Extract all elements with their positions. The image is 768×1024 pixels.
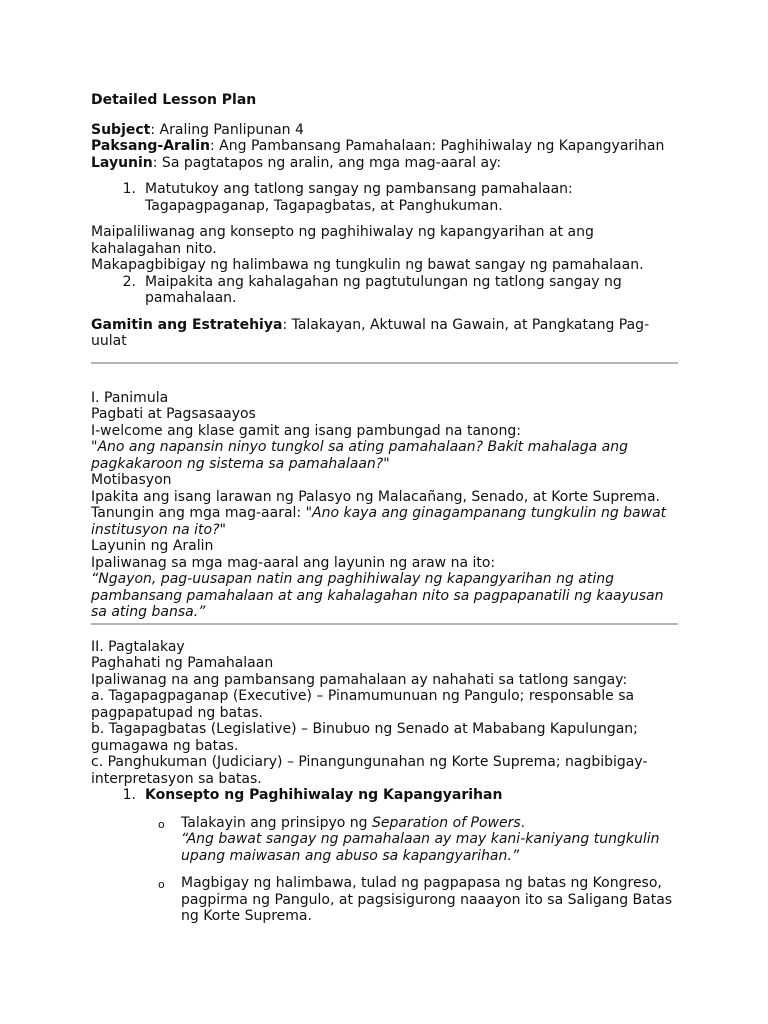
topic-value: : Ang Pambansang Pamahalaan: Paghihiwalay ng Kapangyarihan <box>209 138 665 154</box>
objective-item-1 <box>91 181 681 214</box>
section1-ask: Tanungin ang mga mag-aaral: "Ano kaya ang ginagampanang tungkulin ng bawat institusyon na ito?" <box>91 505 667 538</box>
objective-text: Maipakita ang kahalagahan ng pagtutulungan ng tatlong sangay ng pamahalaan. <box>145 273 622 306</box>
document-body <box>91 92 681 925</box>
objective-text-line2: Tagapagpaganap, Tagapagbatas, at Panghukuman. <box>145 197 503 214</box>
strategy-label: Gamitin ang Estratehiya <box>91 316 283 333</box>
section1-sub-motivation: Motibasyon <box>91 472 172 488</box>
subject-line <box>91 122 681 139</box>
ask-text: Ano kaya ang ginagampanang tungkulin ng bawat institusyon na ito? <box>91 505 667 538</box>
topic-line <box>91 138 681 155</box>
section1-heading: I. Panimula <box>91 389 169 406</box>
subject-label: Subject <box>91 121 151 138</box>
bullet-quote: “Ang bawat sangay ng pamahalaan ay may kani-kaniyang tungkulin upang maiwasan ang abuso sa kapangyarihan.” <box>181 831 660 864</box>
concept-item-1 <box>91 787 681 804</box>
section2-heading: II. Pagtalakay <box>91 638 185 655</box>
strategy-line <box>91 317 681 350</box>
branch-legislative: b. Tagapagbatas (Legislative) – Binubuo ng Senado at Mababang Kapulungan; gumagawa ng batas. <box>91 721 638 754</box>
objective-number: 1. <box>122 181 136 197</box>
bullet-item <box>158 875 681 925</box>
objective-number: 2. <box>122 273 136 290</box>
question-text: Ano ang napansin ninyo tungkol sa ating pamahalaan? Bakit mahalaga ang pagkakaroon ng sistema sa pamahalaan? <box>91 439 629 472</box>
branch-executive: a. Tagapagpaganap (Executive) – Pinamumunuan ng Pangulo; responsable sa pagpapatupad ng batas. <box>91 688 635 721</box>
section2-line: Ipaliwanag na ang pambansang pamahalaan ay nahahati sa tatlong sangay: <box>91 671 628 688</box>
objective-text-line1: Matutukoy ang tatlong sangay ng pambansang pamahalaan: <box>145 181 573 197</box>
objective-paragraph-2: Makapagbibigay ng halimbawa ng tungkulin ng bawat sangay ng pamahalaan. <box>91 257 644 273</box>
section2-sub-division: Paghahati ng Pamahalaan <box>91 655 274 671</box>
section1-line: Ipaliwanag sa mga mag-aaral ang layunin ng araw na ito: <box>91 554 496 571</box>
section1-line: Ipakita ang isang larawan ng Palasyo ng Malacañang, Senado, at Korte Suprema. <box>91 488 660 505</box>
document-title: Detailed Lesson Plan <box>91 92 257 108</box>
section1-sub-greeting: Pagbati at Pagsasaayos <box>91 406 256 422</box>
circle-bullet-icon: o <box>158 878 165 891</box>
section1-line: I-welcome ang klase gamit ang isang pambungad na tanong: <box>91 422 521 439</box>
strategy-value: : Talakayan, Aktuwal na Gawain, at Pangkatang Pag-uulat <box>91 316 650 349</box>
section1-question: "Ano ang napansin ninyo tungkol sa ating pamahalaan? Bakit mahalaga ang pagkakaroon ng sistema sa pamahalaan?" <box>91 439 629 472</box>
bullet-text: Talakayin ang prinsipyo ng Separation of Powers. <box>181 814 526 831</box>
objectives-value: : Sa pagtatapos ng aralin, ang mga mag-aaral ay: <box>152 154 502 171</box>
objective-paragraph-1: Maipaliliwanag ang konsepto ng paghihiwalay ng kapangyarihan at ang kahalagahan nito. <box>91 224 594 257</box>
bullet-item <box>158 815 681 865</box>
branch-judiciary: c. Panghukuman (Judiciary) – Pinangungunahan ng Korte Suprema; nagbibigay-interpretasyon sa batas. <box>91 754 648 787</box>
bullet-text: Magbigay ng halimbawa, tulad ng pagpapasa ng batas ng Kongreso, pagpirma ng Pangulo, at pagsisigurong naaayon ito sa Saligang Batas ng Korte Suprema. <box>181 875 673 924</box>
circle-bullet-icon: o <box>158 817 165 831</box>
concept-number: 1. <box>122 787 136 803</box>
topic-label: Paksang-Aralin <box>91 138 210 154</box>
section1-quote: “Ngayon, pag-uusapan natin ang paghihiwalay ng kapangyarihan ng ating pambansang pamahalaan at ang kahalagahan nito sa pagpapanatili ng kaayusan sa ating bansa.” <box>91 571 664 620</box>
subject-value: : Araling Panlipunan 4 <box>150 121 304 138</box>
concept-title: Konsepto ng Paghihiwalay ng Kapangyarihan <box>145 787 503 803</box>
objectives-line <box>91 155 681 172</box>
objectives-label: Layunin <box>91 154 153 171</box>
objective-item-2 <box>91 274 681 307</box>
section1-sub-objective: Layunin ng Aralin <box>91 538 214 554</box>
